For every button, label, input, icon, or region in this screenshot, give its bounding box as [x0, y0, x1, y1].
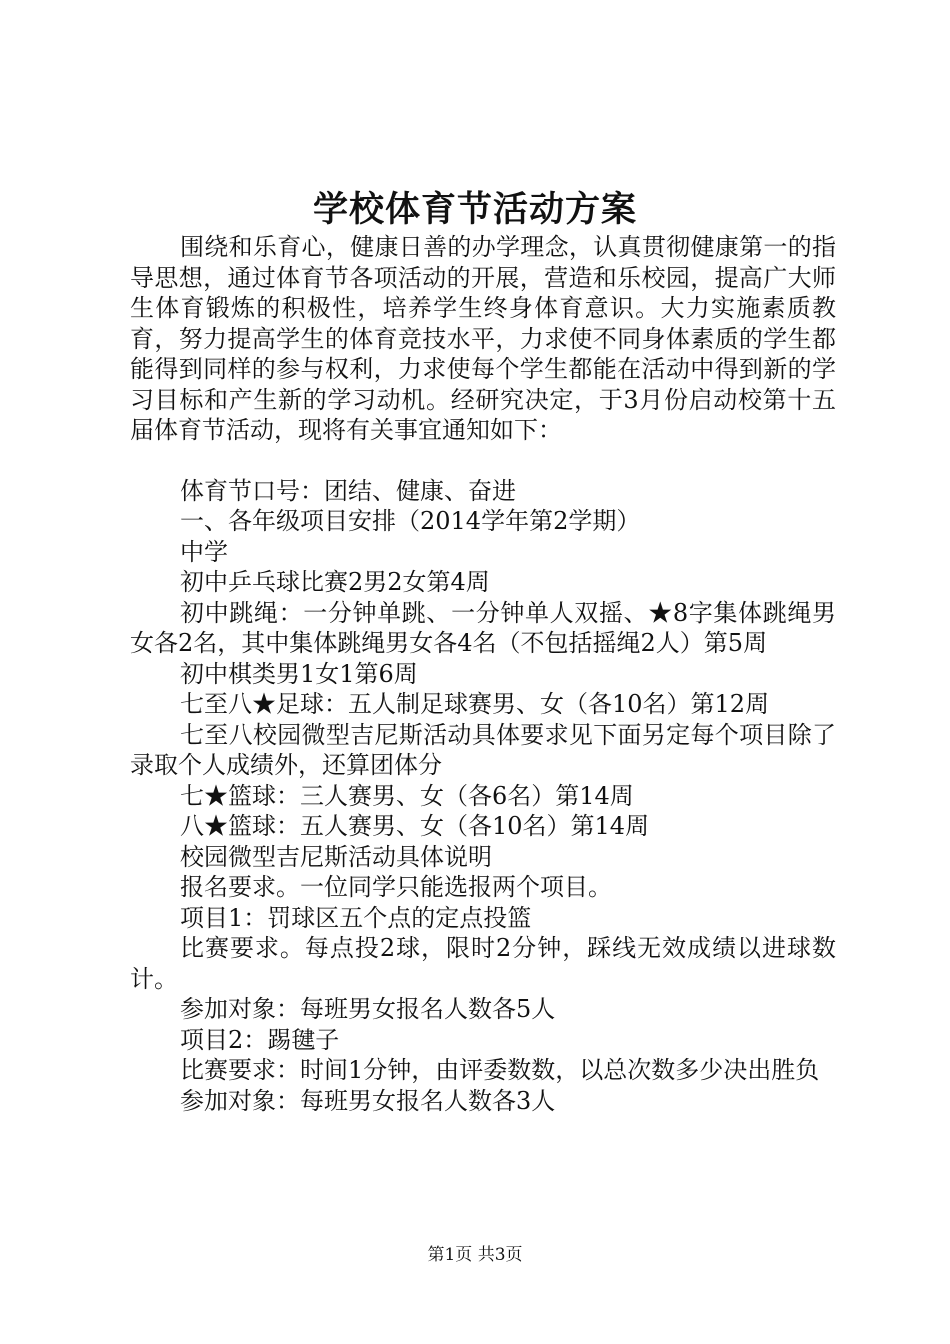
event-line: 初中乒乓球比赛2男2女第4周	[180, 568, 490, 596]
subsection-label: 中学	[180, 537, 228, 566]
rule-line: 比赛要求：时间1分钟，由评委数数，以总次数多少决出胜负	[180, 1056, 820, 1084]
intro-paragraph: 围绕和乐育心，健康日善的办学理念，认真贯彻健康第一的指导思想，通过体育节各项活动的开展，营造和乐校园，提高广大师生体育锻炼的积极性，培养学生终身体育意识。大力实施素质教育，努力提高学生的体育竞技水平，力求使不同身体素质的学生都能得到同样的参与权利，力求使每个学生都能在活动中得到新的学习目标和产生新的学习动机。经研究决定，于3月份启动校第十五届体育节活动，现将有关事宜通知如下：	[130, 233, 836, 444]
event-line: 七★篮球：三人赛男、女（各6名）第14周	[180, 781, 634, 810]
event-line: 七至八校园微型吉尼斯活动具体要求见下面另定每个项目除了录取个人成绩外，还算团体分	[130, 720, 836, 779]
event-line: 初中棋类男1女1第6周	[180, 659, 418, 688]
slogan-line: 体育节口号：团结、健康、奋进	[180, 476, 516, 505]
section-heading: 一、各年级项目安排（2014学年第2学期）	[180, 507, 641, 535]
document-title: 学校体育节活动方案	[312, 189, 637, 230]
paragraph-spacer	[130, 446, 836, 476]
document-body	[130, 232, 836, 1116]
participant-line: 参加对象：每班男女报名人数各5人	[180, 995, 556, 1023]
page-number-footer: 第1页 共3页	[427, 1245, 523, 1265]
rule-line: 报名要求。一位同学只能选报两个项目。	[180, 873, 612, 901]
rule-line: 比赛要求。每点投2球，限时2分钟，踩线无效成绩以进球数计。	[130, 934, 836, 993]
event-line: 八★篮球：五人赛男、女（各10名）第14周	[180, 812, 650, 840]
participant-line: 参加对象：每班男女报名人数各3人	[180, 1086, 556, 1115]
item-heading: 项目1：罚球区五个点的定点投篮	[180, 903, 532, 932]
event-line: 初中跳绳：一分钟单跳、一分钟单人双摇、★8字集体跳绳男女各2名，其中集体跳绳男女各4名（不包括摇绳2人）第5周	[130, 598, 836, 657]
subsection-heading: 校园微型吉尼斯活动具体说明	[180, 842, 492, 871]
event-line: 七至八★足球：五人制足球赛男、女（各10名）第12周	[180, 690, 770, 718]
item-heading: 项目2：踢毽子	[180, 1025, 340, 1054]
